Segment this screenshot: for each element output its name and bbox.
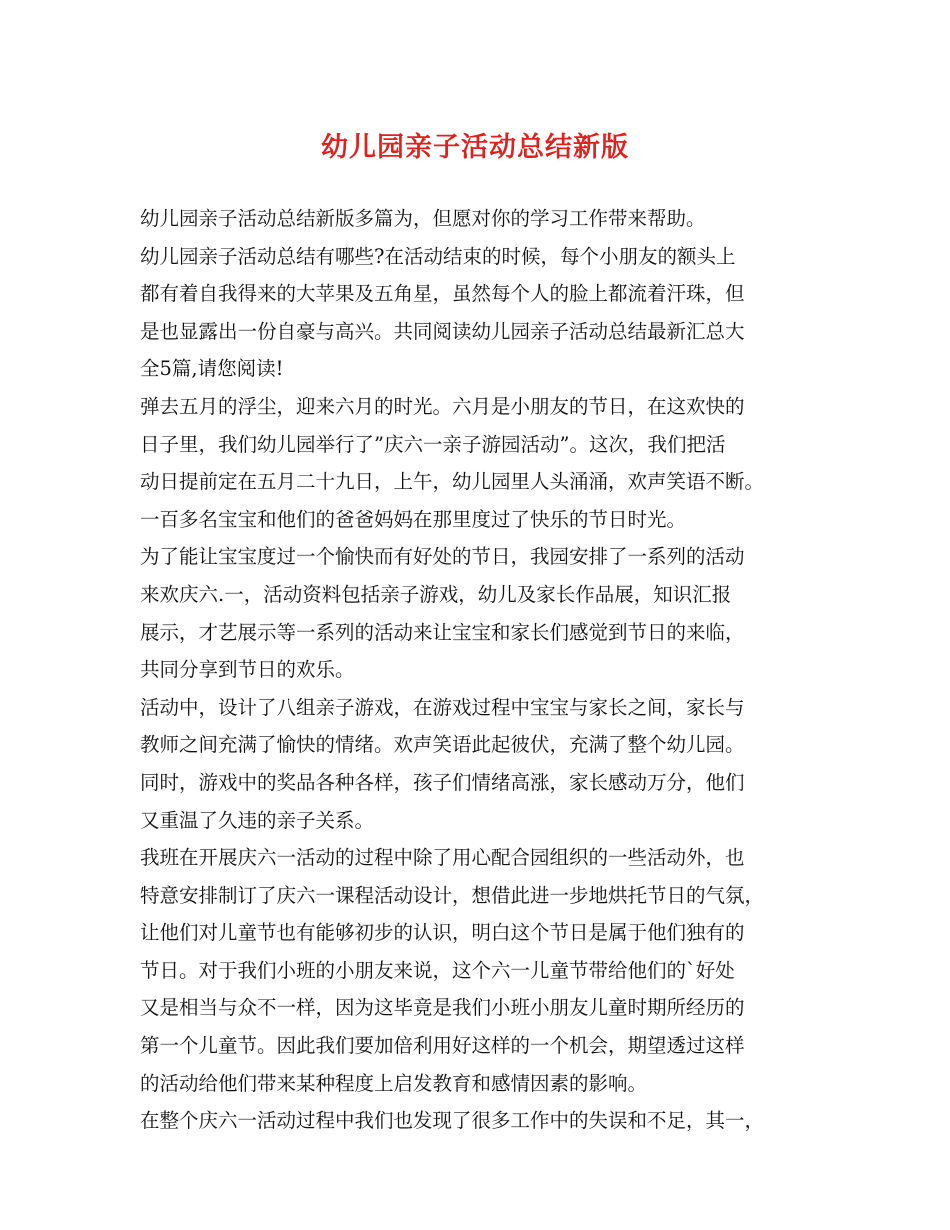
paragraph-line: 教师之间充满了愉快的情绪。欢声笑语此起彼伏，充满了整个幼儿园。 [140, 733, 745, 757]
paragraph-line: 弹去五月的浮尘，迎来六月的时光。六月是小朋友的节日，在这欢快的 [140, 394, 745, 418]
paragraph-line: 的活动给他们带来某种程度上启发教育和感情因素的影响。 [140, 1071, 648, 1095]
paragraph-line: 幼儿园亲子活动总结有哪些?在活动结束的时候，每个小朋友的额头上 [140, 244, 736, 268]
paragraph-line: 在整个庆六一活动过程中我们也发现了很多工作中的失误和不足，其一， [140, 1109, 765, 1133]
document-title: 幼儿园亲子活动总结新版 [321, 132, 629, 163]
paragraph-line: 节日。对于我们小班的小朋友来说，这个六一儿童节带给他们的`好处 [140, 958, 735, 982]
paragraph-line: 同时，游戏中的奖品各种各样，孩子们情绪高涨，家长感动万分，他们 [140, 770, 745, 794]
paragraph-line: 日子里，我们幼儿园举行了”庆六一亲子游园活动”。这次，我们把活 [140, 432, 726, 456]
paragraph-line: 为了能让宝宝度过一个愉快而有好处的节日，我园安排了一系列的活动 [140, 545, 745, 569]
paragraph-line: 共同分享到节日的欢乐。 [140, 658, 355, 682]
paragraph-line: 活动中，设计了八组亲子游戏，在游戏过程中宝宝与家长之间，家长与 [140, 695, 745, 719]
paragraph-line: 动日提前定在五月二十九日，上午，幼儿园里人头涌涌，欢声笑语不断。 [140, 470, 765, 494]
paragraph-line: 幼儿园亲子活动总结新版多篇为，但愿对你的学习工作带来帮助。 [140, 207, 706, 230]
paragraph-line: 都有着自我得来的大苹果及五角星，虽然每个人的脸上都流着汗珠，但 [140, 282, 745, 306]
paragraph-line: 又是相当与众不一样，因为这毕竟是我们小班小朋友儿童时期所经历的 [140, 996, 745, 1020]
paragraph-line: 来欢庆六.一，活动资料包括亲子游戏，幼儿及家长作品展，知识汇报 [140, 582, 732, 606]
paragraph-line: 我班在开展庆六一活动的过程中除了用心配合园组织的一些活动外，也 [140, 846, 745, 870]
paragraph-line: 让他们对儿童节也有能够初步的认识，明白这个节日是属于他们独有的 [140, 921, 745, 945]
paragraph-line: 特意安排制订了庆六一课程活动设计，想借此进一步地烘托节日的气氛， [140, 883, 765, 907]
paragraph-line: 一百多名宝宝和他们的爸爸妈妈在那里度过了快乐的节日时光。 [140, 507, 687, 531]
document-body [140, 200, 830, 1140]
paragraph-line: 是也显露出一份自豪与高兴。共同阅读幼儿园亲子活动总结最新汇总大 [140, 319, 745, 343]
paragraph-line: 全5篇,请您阅读! [140, 357, 284, 381]
paragraph-line: 又重温了久违的亲子关系。 [140, 808, 375, 832]
paragraph-line: 展示，才艺展示等一系列的活动来让宝宝和家长们感觉到节日的来临， [140, 620, 745, 644]
paragraph-line: 第一个儿童节。因此我们要加倍利用好这样的一个机会，期望透过这样 [140, 1034, 745, 1058]
